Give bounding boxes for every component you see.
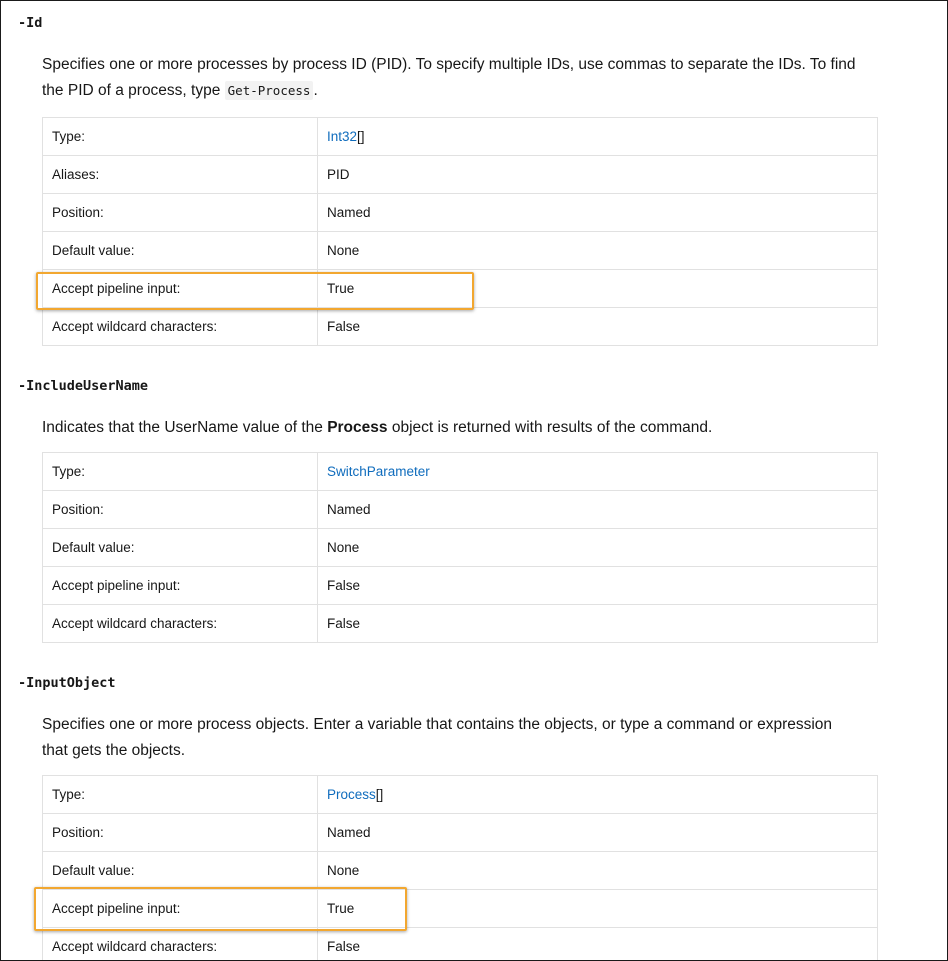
table-row — [43, 194, 878, 232]
row-value: PID — [318, 156, 878, 194]
row-key: Position: — [43, 814, 318, 852]
param-table-inputobject — [42, 775, 878, 961]
row-value: False — [318, 567, 878, 605]
param-description-includeusername — [42, 415, 862, 441]
table-row — [43, 605, 878, 643]
type-link[interactable]: Int32 — [327, 129, 358, 144]
description-text: Specifies one or more processes by process ID (PID). To specify multiple IDs, use commas to separate the IDs. To find the PID of a process, type — [42, 56, 856, 99]
table-row — [43, 814, 878, 852]
table-row — [43, 567, 878, 605]
row-value — [318, 776, 878, 814]
row-value: True — [318, 890, 878, 928]
row-value: Named — [318, 194, 878, 232]
table-row — [43, 776, 878, 814]
array-suffix: [] — [375, 787, 384, 802]
table-row — [43, 529, 878, 567]
row-key: Type: — [43, 453, 318, 491]
table-row — [43, 156, 878, 194]
row-value — [318, 118, 878, 156]
row-key: Accept wildcard characters: — [43, 605, 318, 643]
row-key: Default value: — [43, 852, 318, 890]
row-value: None — [318, 852, 878, 890]
row-key: Default value: — [43, 232, 318, 270]
table-row — [43, 852, 878, 890]
param-description-id — [42, 52, 862, 104]
bold-term: Process — [327, 419, 388, 436]
row-key: Type: — [43, 776, 318, 814]
table-row — [43, 118, 878, 156]
row-key: Accept pipeline input: — [43, 270, 318, 308]
description-text: Indicates that the UserName value of the — [42, 419, 328, 436]
table-row — [43, 270, 878, 308]
table-row — [43, 890, 878, 928]
table-row — [43, 308, 878, 346]
row-value: None — [318, 529, 878, 567]
param-heading-inputobject: -InputObject — [18, 675, 116, 691]
table-row — [43, 491, 878, 529]
row-key: Accept wildcard characters: — [43, 928, 318, 961]
array-suffix: [] — [357, 129, 365, 144]
table-row — [43, 232, 878, 270]
row-value: Named — [318, 814, 878, 852]
row-value: False — [318, 605, 878, 643]
row-value — [318, 453, 878, 491]
param-table-id — [42, 117, 878, 346]
type-link[interactable]: Process — [327, 787, 376, 802]
row-value: None — [318, 232, 878, 270]
row-value: Named — [318, 491, 878, 529]
row-value: False — [318, 928, 878, 961]
param-table-includeusername — [42, 452, 878, 643]
table-row — [43, 453, 878, 491]
row-key: Default value: — [43, 529, 318, 567]
row-key: Position: — [43, 194, 318, 232]
row-key: Position: — [43, 491, 318, 529]
description-text-end: . — [313, 82, 318, 99]
row-key: Type: — [43, 118, 318, 156]
description-text-end: object is returned with results of the command. — [387, 419, 713, 436]
row-key: Accept pipeline input: — [43, 567, 318, 605]
row-value: False — [318, 308, 878, 346]
type-link[interactable]: SwitchParameter — [327, 464, 430, 479]
row-key: Accept pipeline input: — [43, 890, 318, 928]
inline-code: Get-Process — [225, 81, 314, 100]
param-description-inputobject: Specifies one or more process objects. Enter a variable that contains the objects, or type a command or expression that gets the objects. — [42, 716, 833, 759]
param-heading-includeusername: -IncludeUserName — [18, 378, 149, 394]
table-row — [43, 928, 878, 961]
row-key: Accept wildcard characters: — [43, 308, 318, 346]
row-key: Aliases: — [43, 156, 318, 194]
param-heading-id: -Id — [18, 15, 43, 31]
row-value: True — [318, 270, 878, 308]
